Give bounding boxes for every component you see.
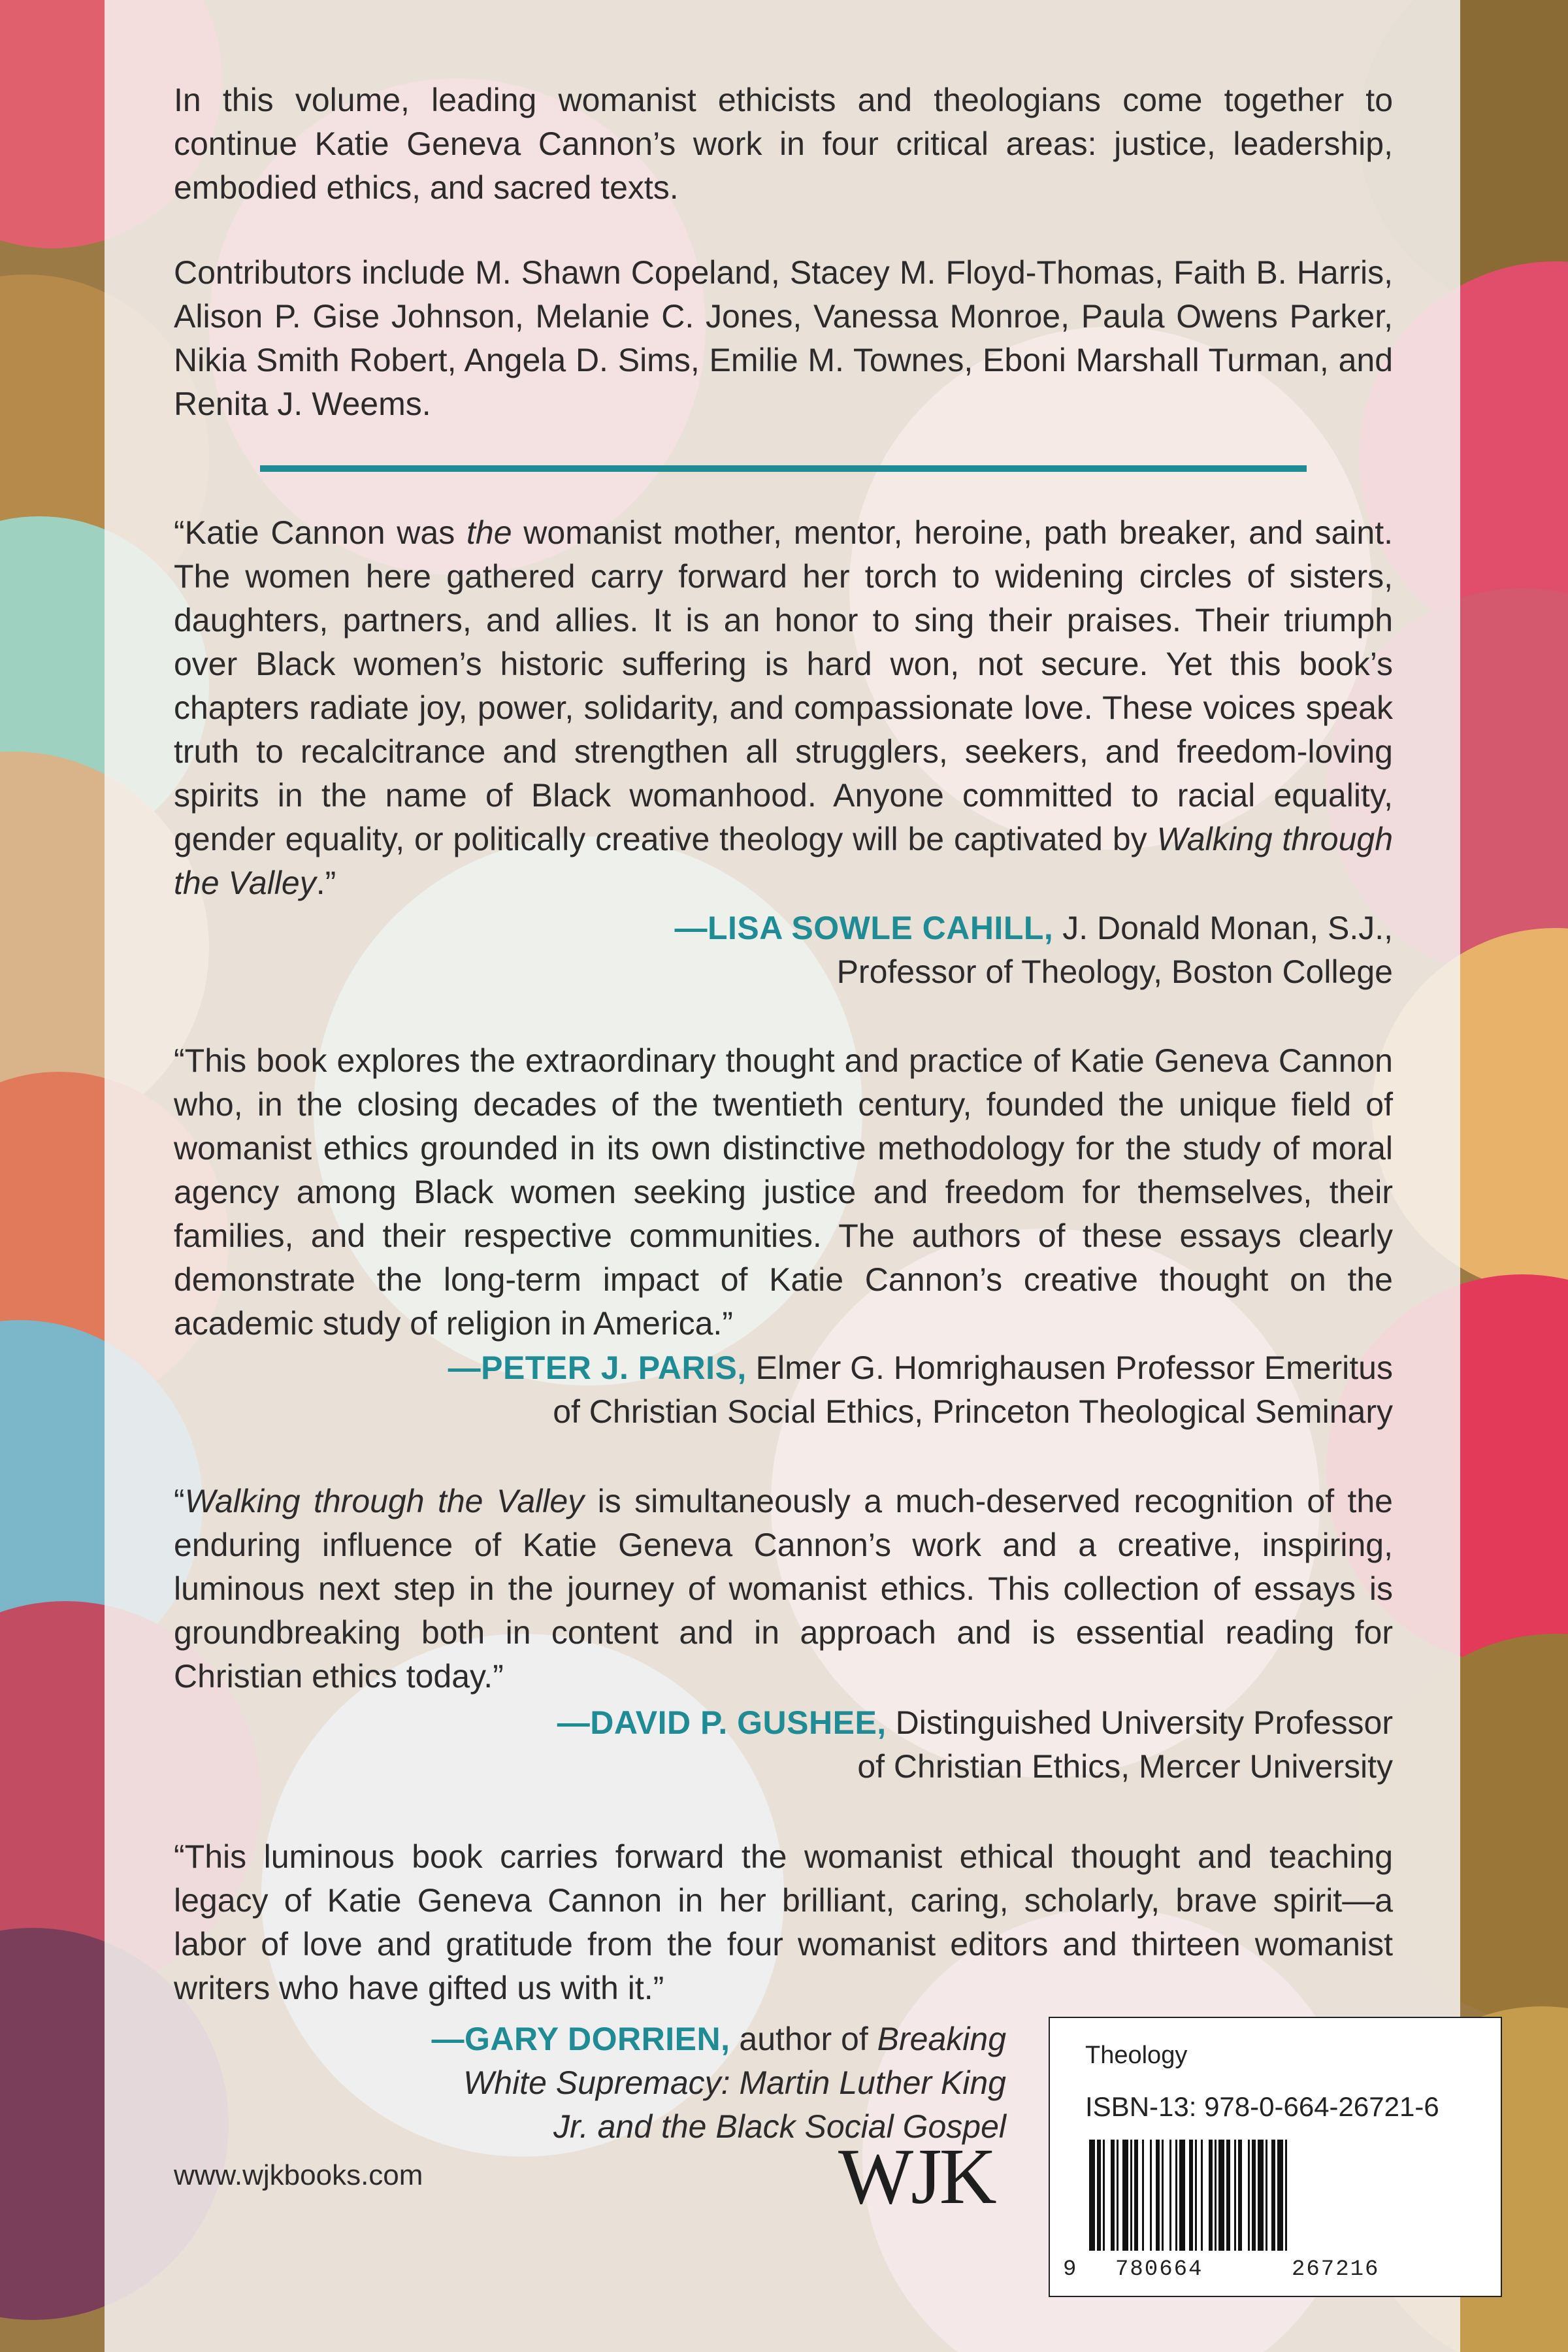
barcode-digit-lead: 9 xyxy=(1063,2257,1078,2282)
blurb-paris: “This book explores the extraordinary thought and practice of Katie Geneva Cannon who, in the closing decades of the twentieth century, founded the unique field of womanist ethics grounded in its own distinctive methodology for the study of moral agency among Black women seeking justice and freedom for themselves, their families, and their respective communities. The authors of these essays clearly demonstrate the long-term impact of Katie Cannon’s creative thought on the academic study of religion in America.” xyxy=(174,1042,1393,1342)
attribution-gushee: —DAVID P. GUSHEE, Distinguished University Professor of Christian Ethics, Mercer University xyxy=(557,1704,1393,1785)
endorser-name: —LISA SOWLE CAHILL, xyxy=(674,910,1054,946)
intro-paragraph: In this volume, leading womanist ethicists and theologians come together to continue Katie Geneva Cannon’s work in four critical areas: justice, leadership, embodied ethics, and sacred texts. xyxy=(174,82,1393,206)
publisher-url: www.wjkbooks.com xyxy=(174,2159,423,2191)
barcode-icon xyxy=(1086,2140,1465,2257)
publisher-logo: WJK xyxy=(838,2132,994,2221)
blurb-cahill: “Katie Cannon was the womanist mother, mentor, heroine, path breaker, and saint. The women here gathered carry forward her torch to widening circles of sisters, daughters, partners, and allies. It is an honor to sing their praises. Their triumph over Black women’s historic suffering is hard won, not secure. Yet this book’s chapters radiate joy, power, solidarity, and compassionate love. These voices speak truth to recalcitrance and strengthen all strugglers, seekers, and freedom-loving spirits in the name of Black womanhood. Anyone committed to racial equality, gender equality, or politically creative theology will be captivated by Walking through the Valley.” xyxy=(174,514,1394,901)
barcode-digits-left: 780664 xyxy=(1115,2257,1203,2282)
blurb-gushee: “Walking through the Valley is simultaneously a much-deserved recognition of the enduring influence of Katie Geneva Cannon’s work and a creative, inspiring, luminous next step in the journey of womanist ethics. This collection of essays is groundbreaking both in content and in approach and is essential reading for Christian ethics today.” xyxy=(174,1483,1393,1695)
contributors-paragraph: Contributors include M. Shawn Copeland, Stacey M. Floyd-Thomas, Faith B. Harris, Alison P. Gise Johnson, Melanie C. Jones, Vanessa Monroe, Paula Owens Parker, Nikia Smith Robert, Angela D. Sims, Emilie M. Townes, Eboni Marshall Turman, and Renita J. Weems. xyxy=(174,254,1393,422)
category-label: Theology xyxy=(1085,2042,1188,2069)
endorser-name: —DAVID P. GUSHEE, xyxy=(557,1704,887,1741)
endorser-name: —PETER J. PARIS, xyxy=(448,1350,747,1386)
attribution-cahill: —LISA SOWLE CAHILL, J. Donald Monan, S.J., Professor of Theology, Boston College xyxy=(674,910,1393,990)
divider-rule xyxy=(260,465,1307,472)
barcode-digits-right: 267216 xyxy=(1292,2257,1380,2282)
blurb-dorrien: “This luminous book carries forward the womanist ethical thought and teaching legacy of Katie Geneva Cannon in her brilliant, caring, scholarly, brave spirit—a labor of love and gratitude from the four womanist editors and thirteen womanist writers who have gifted us with it.” xyxy=(174,1838,1393,2006)
isbn-block xyxy=(1049,2017,1502,2297)
attribution-dorrien: —GARY DORRIEN, author of Breaking White Supremacy: Martin Luther King Jr. and the Black Social Gospel xyxy=(431,2021,1006,2145)
isbn-number: ISBN-13: 978-0-664-26721-6 xyxy=(1085,2091,1439,2122)
attribution-paris: —PETER J. PARIS, Elmer G. Homrighausen Professor Emeritus of Christian Social Ethics, Princeton Theological Seminary xyxy=(448,1350,1393,1430)
endorser-name: —GARY DORRIEN, xyxy=(431,2021,730,2057)
